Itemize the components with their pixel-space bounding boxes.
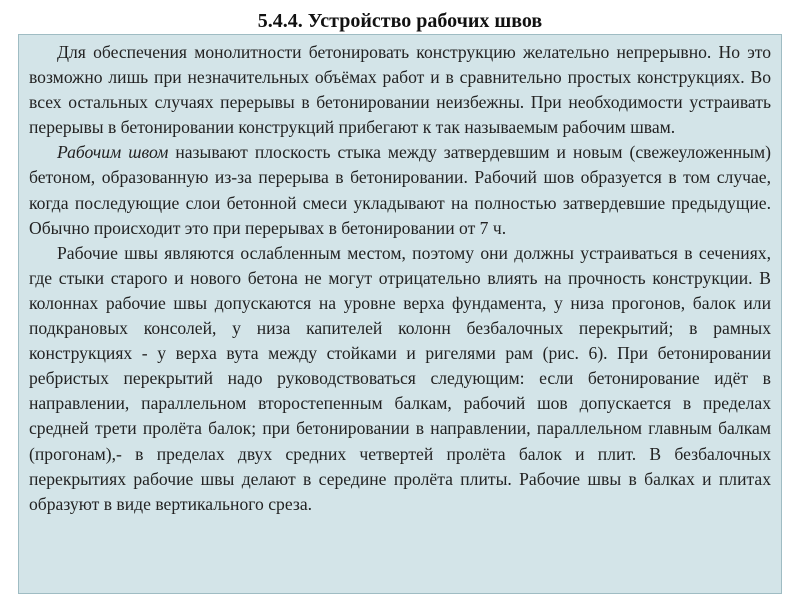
paragraph-3 [29, 241, 771, 517]
text-panel [18, 34, 782, 594]
paragraph-3-text: Рабочие швы являются ослабленным местом, поэтому они должны устраиваться в сечениях, где стыки старого и нового бетона не могут отрицательно влиять на прочность конструкции. В колоннах рабочие швы допускаются на уровне верха фундамента, у низа прогонов, балок или подкрановых консолей, у низа капителей колонн безбалочных перекрытий; в рамных конструкциях - у верха вута между стойками и ригелями рам (рис. 6). При бетонировании ребристых перекрытий надо руководствоваться следующим: если бетонирование идёт в направлении, параллельном второстепенным балкам, рабочий шов допускается в пределах средней трети пролёта балок; при бетонировании в направлении, параллельном главным балкам (прогонам),- в пределах двух средних четвертей пролёта балок и плит. В безбалочных перекрытиях рабочие швы делают в середине пролёта плиты. Рабочие швы в балках и плитах образуют в виде вертикального среза. [29, 242, 771, 514]
term-working-seam: Рабочим швом [57, 142, 169, 163]
paragraph-2 [29, 140, 771, 240]
section-title: 5.4.4. Устройство рабочих швов [257, 10, 543, 32]
paragraph-2-text: называют плоскость стыка между затвердевшим и новым (свежеуложенным) бетоном, образованную из-за перерыва в бетонировании. Рабочий шов образуется в том случае, когда последующие слои бетонной смеси укладывают на полностью затвердевшие предыдущие. Обычно происходит это при перерывах в бетонировании от 7 ч. [29, 142, 771, 238]
paragraph-1-text: Для обеспечения монолитности бетонировать конструкцию желательно непрерывно. Но это возможно лишь при незначительных объёмах работ и в сравнительно простых конструкциях. Во всех остальных случаях перерывы в бетонировании неизбежны. При необходимости устраивать перерывы в бетонировании конструкций прибегают к так называемым рабочим швам. [29, 42, 771, 138]
paragraph-1 [29, 40, 771, 140]
